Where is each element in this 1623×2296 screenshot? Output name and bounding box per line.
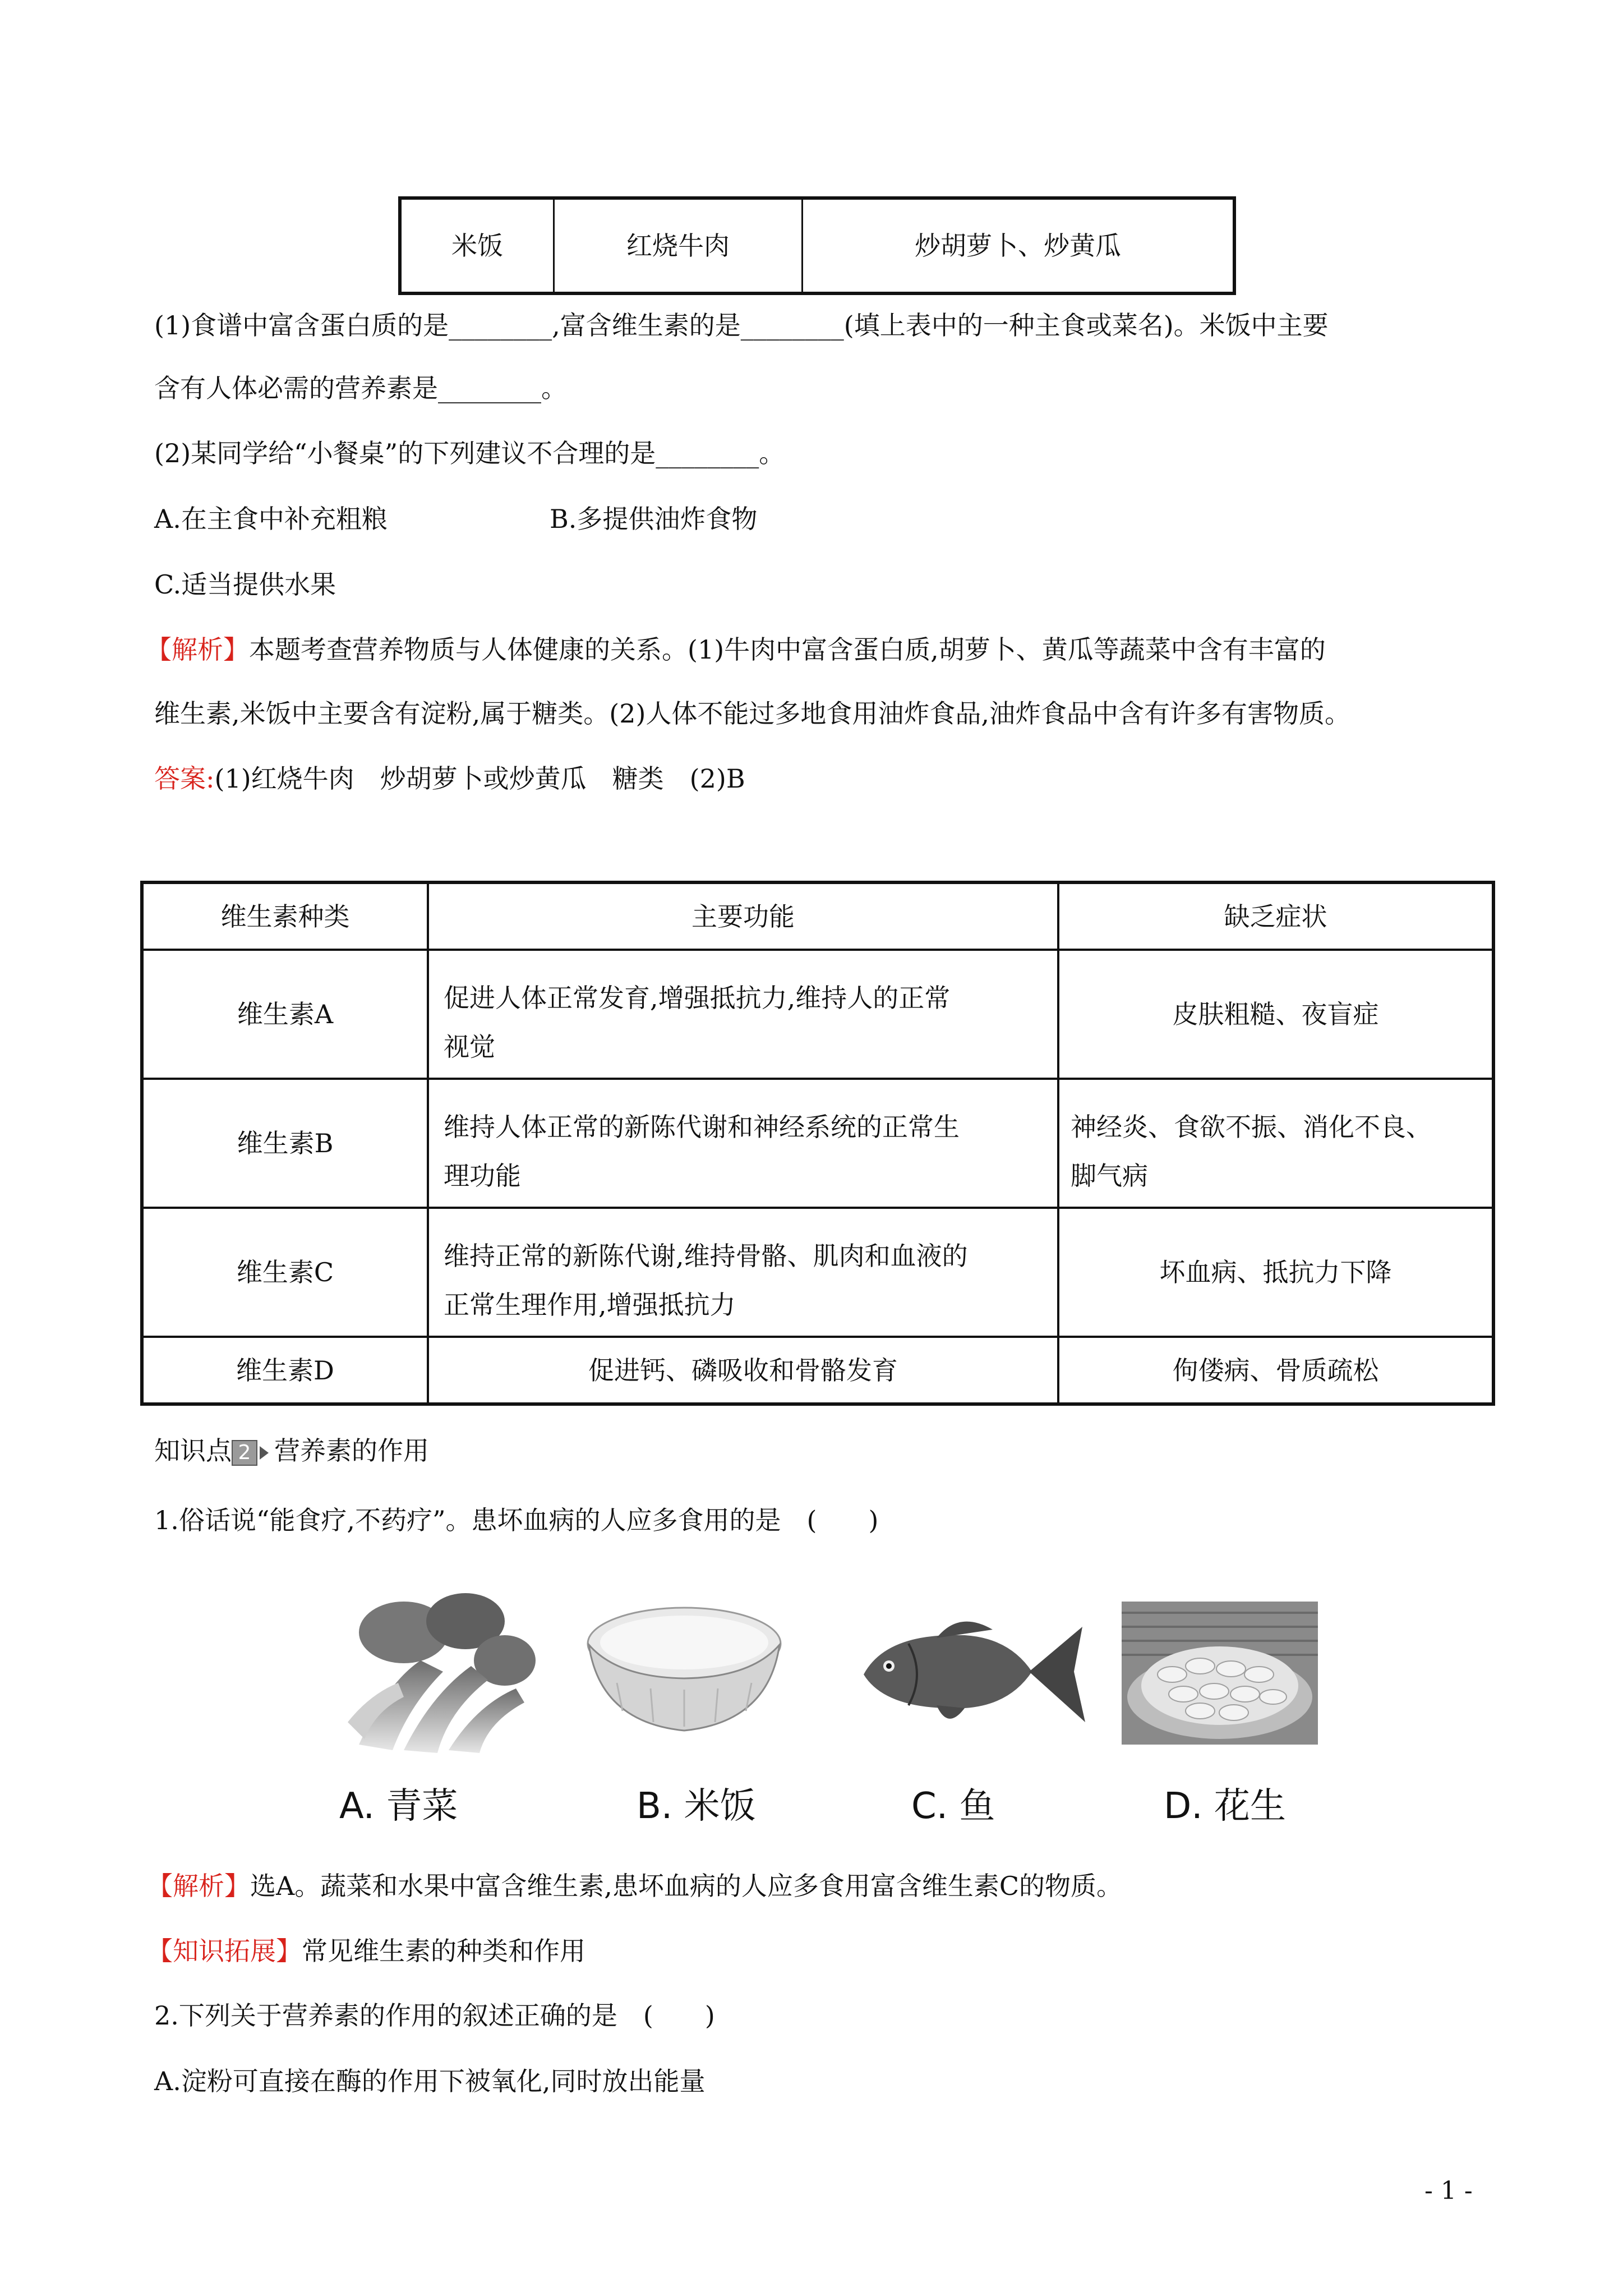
function-line: 维持正常的新陈代谢,维持骨骼、肌肉和血液的 [444,1240,968,1271]
peanuts-image [1122,1602,1318,1745]
answer-label: 答案: [154,763,215,794]
answer-text: (1)红烧牛肉 炒胡萝卜或炒黄瓜 糖类 (2)B [214,763,745,794]
knowledge-title: 营养素的作用 [274,1435,429,1466]
symptom-line: 神经炎、食欲不振、消化不良、 [1071,1111,1432,1142]
function-line: 维持人体正常的新陈代谢和神经系统的正常生 [444,1111,960,1142]
table-row [142,1208,1493,1337]
function-line: 正常生理作用,增强抵抗力 [444,1289,736,1320]
menu-table [398,196,1236,295]
option-caption: A. 青菜 [339,1786,458,1827]
question-line-3: (2)某同学给“小餐桌”的下列建议不合理的是________。 [154,438,785,468]
vitamin-function [428,950,1058,1079]
option-b: B.多提供油炸食物 [550,504,758,534]
vitamin-symptom: 佝偻病、骨质疏松 [1058,1337,1493,1404]
rice-bowl-image [583,1599,785,1739]
knowledge-extension-label: 【知识拓展】 [147,1936,302,1966]
option-caption: D. 花生 [1164,1786,1286,1827]
question-line-1: (1)食谱中富含蛋白质的是________,富含维生素的是________(填上表中的一种主食或菜名)。米饭中主要 [154,310,1329,341]
knowledge-number-badge: 2 [232,1440,257,1466]
knowledge-extension-text: 常见维生素的种类和作用 [302,1936,585,1966]
vitamin-function [428,1208,1058,1337]
menu-cell-dish-2: 炒胡萝卜、炒黄瓜 [803,198,1235,293]
carp-fish-image [852,1610,1088,1739]
option-caption: B. 米饭 [637,1786,756,1827]
vitamin-table [140,881,1495,1406]
q1-analysis-text: 选A。蔬菜和水果中富含维生素,患坏血病的人应多食用富含维生素C的物质。 [250,1871,1123,1901]
vitamin-symptom: 坏血病、抵抗力下降 [1058,1208,1493,1337]
option-a: A.在主食中补充粗粮 [154,504,388,534]
function-line: 促进人体正常发育,增强抵抗力,维持人的正常 [444,982,951,1013]
question-2-stem: 2.下列关于营养素的作用的叙述正确的是 ( ) [154,2000,715,2031]
function-line: 理功能 [444,1160,521,1191]
menu-cell-dish-1: 红烧牛肉 [554,198,803,293]
vitamin-symptom: 皮肤粗糙、夜盲症 [1058,950,1493,1079]
question-line-2: 含有人体必需的营养素是________。 [154,373,567,403]
bok-choy-image [336,1582,544,1761]
vitamin-name: 维生素D [142,1337,428,1404]
symptom-line: 脚气病 [1071,1160,1148,1191]
vitamin-function: 促进钙、磷吸收和骨骼发育 [428,1337,1058,1404]
function-line: 视觉 [444,1031,495,1062]
table-header: 缺乏症状 [1058,882,1493,950]
table-row [142,950,1493,1079]
triangle-icon [260,1446,269,1460]
analysis-text-1: 本题考查营养物质与人体健康的关系。(1)牛肉中富含蛋白质,胡萝卜、黄瓜等蔬菜中含有丰富的 [249,634,1326,665]
knowledge-point-heading [154,1434,429,1467]
vitamin-symptom [1058,1079,1493,1208]
vitamin-name: 维生素C [142,1208,428,1337]
question-2-option-a: A.淀粉可直接在酶的作用下被氧化,同时放出能量 [154,2066,706,2096]
analysis-line-1 [146,633,1326,666]
table-header: 维生素种类 [142,882,428,950]
q1-analysis-label: 【解析】 [147,1871,250,1901]
option-caption: C. 鱼 [911,1786,995,1827]
q1-analysis-line [147,1869,1122,1903]
table-row [142,1079,1493,1208]
table-row [142,1337,1493,1404]
knowledge-prefix: 知识点 [154,1435,232,1466]
analysis-line-2: 维生素,米饭中主要含有淀粉,属于糖类。(2)人体不能过多地食用油炸食品,油炸食品中含有许多有害物质。 [154,698,1351,729]
page-number: - 1 - [1424,2177,1473,2205]
analysis-label: 【解析】 [146,634,249,665]
vitamin-function [428,1079,1058,1208]
question-1-stem: 1.俗话说“能食疗,不药疗”。患坏血病的人应多食用的是 ( ) [154,1505,879,1535]
menu-cell-staple: 米饭 [400,198,554,293]
option-c: C.适当提供水果 [154,569,336,600]
knowledge-extension-line [147,1934,585,1968]
vitamin-name: 维生素B [142,1079,428,1208]
answer-line [154,762,745,795]
table-header: 主要功能 [428,882,1058,950]
vitamin-name: 维生素A [142,950,428,1079]
